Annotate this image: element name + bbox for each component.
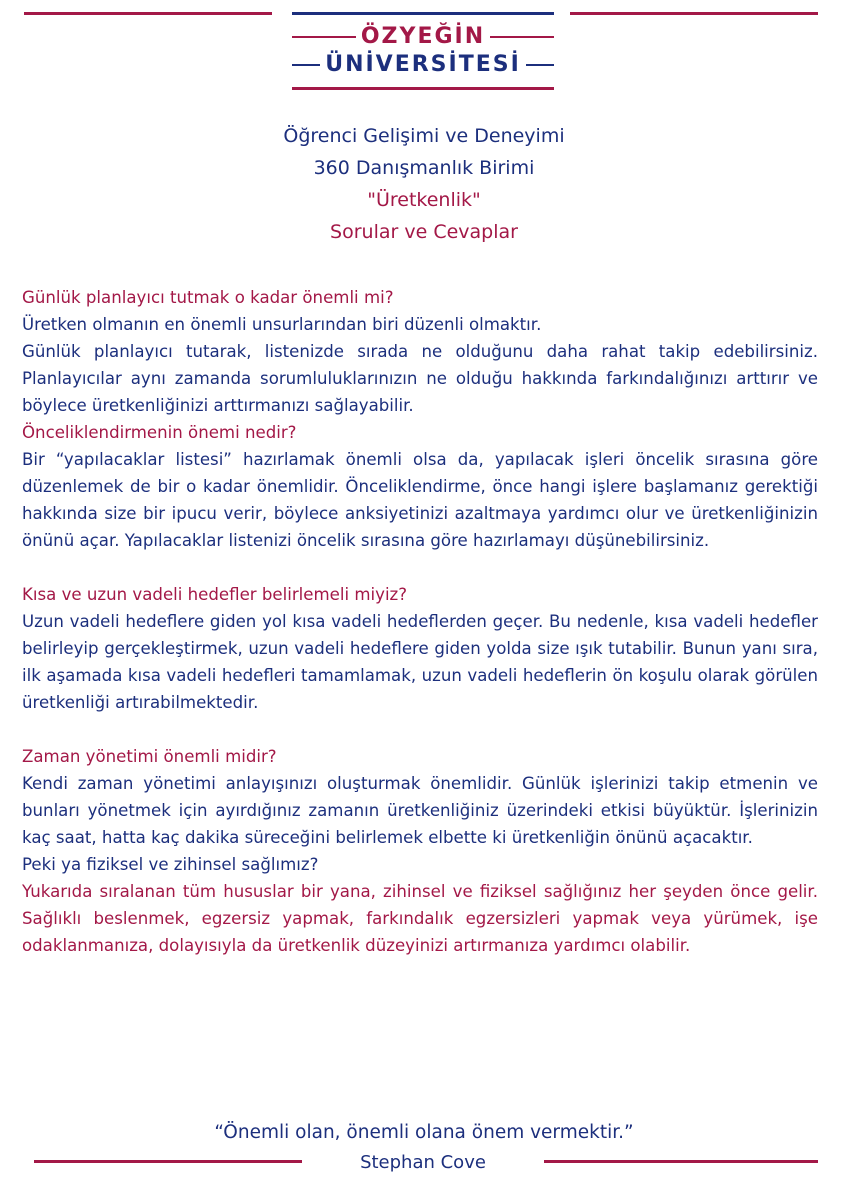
- question-health: Peki ya fiziksel ve zihinsel sağlımız?: [22, 855, 319, 874]
- title-subtitle: Sorular ve Cevaplar: [330, 221, 518, 243]
- paragraph-gap: [22, 716, 818, 743]
- answer-planner-intro: Üretken olmanın en önemli unsurlarından biri düzenli olmaktır.: [22, 315, 542, 334]
- logo-row-ozyegin: [292, 24, 554, 50]
- logo-top-line: [292, 12, 554, 15]
- logo-bottom-line: [292, 87, 554, 90]
- header-divider-right: [570, 12, 818, 15]
- question-prioritization: Önceliklendirmenin önemi nedir?: [22, 423, 297, 442]
- logo-dash-left: [292, 64, 320, 66]
- logo-dash-right: [526, 64, 554, 66]
- answer-time-management: Kendi zaman yönetimi anlayışınızı oluşturmak önemlidir. Günlük işlerinizi takip etmenin ve bunları yönetmek için ayırdığınız zamanın üretkenliğiniz üzerindeki etkisi büyüktür. İşlerinizin kaç saat, hatta kaç dakika süreceğini belirlemek elbette ki üretkenliğin önünü açacaktır.: [22, 774, 818, 847]
- document-title: [0, 120, 848, 248]
- title-unit: 360 Danışmanlık Birimi: [313, 157, 535, 179]
- header-divider-left: [24, 12, 272, 15]
- answer-goals: Uzun vadeli hedeflere giden yol kısa vadeli hedeflerden geçer. Bu nedenle, kısa vadeli hedefler belirleyip gerçekleştirmek, uzun vadeli hedeflere giden yolda size ışık tutabilir. Bunun yanı sıra, ilk aşamada kısa vadeli hedefleri tamamlamak, uzun vadeli hedeflerin ön koşulu olarak görülen üretkenliği artırabilmektedir.: [22, 612, 818, 712]
- logo-dash-right: [490, 36, 554, 38]
- paragraph-gap: [22, 554, 818, 581]
- footer-divider-right: [544, 1160, 818, 1163]
- answer-prioritization: Bir “yapılacaklar listesi” hazırlamak önemli olsa da, yapılacak işleri öncelik sırasına göre düzenlemek de bir o kadar önemlidir. Önceliklendirme, önce hangi işlere başlamanız gerektiği hakkında size bir ipucu verir, böylece anksiyetinizi azaltmaya yardımcı olur ve üretkenliğinizin önünü açar. Yapılacaklar listenizi öncelik sırasına göre hazırlamayı düşünebilirsiniz.: [22, 450, 818, 550]
- question-goals: Kısa ve uzun vadeli hedefler belirlemeli miyiz?: [22, 585, 408, 604]
- answer-planner: Günlük planlayıcı tutarak, listenizde sırada ne olduğunu daha rahat takip edebilirsiniz. Planlayıcılar aynı zamanda sorumluluklarınızın ne olduğu hakkında farkındalığınızı arttırır ve böylece üretkenliğinizi arttırmanızı sağlayabilir.: [22, 342, 818, 415]
- logo-dash-left: [292, 36, 356, 38]
- qa-content: [22, 284, 818, 959]
- title-topic: "Üretkenlik": [367, 189, 481, 211]
- closing-quote: “Önemli olan, önemli olana önem vermektir.”: [214, 1122, 634, 1143]
- quote-author: Stephan Cove: [360, 1152, 486, 1173]
- question-time-management: Zaman yönetimi önemli midir?: [22, 747, 277, 766]
- logo-text-universitesi: ÜNİVERSİTESİ: [325, 52, 521, 77]
- logo-row-universitesi: [292, 52, 554, 78]
- footer-divider-left: [34, 1160, 302, 1163]
- question-planner: Günlük planlayıcı tutmak o kadar önemli mi?: [22, 288, 394, 307]
- logo-text-ozyegin: ÖZYEĞİN: [360, 24, 486, 49]
- title-department: Öğrenci Gelişimi ve Deneyimi: [283, 125, 565, 147]
- answer-health: Yukarıda sıralanan tüm hususlar bir yana, zihinsel ve fiziksel sağlığınız her şeyden önce gelir. Sağlıklı beslenmek, egzersiz yapmak, farkındalık egzersizleri yapmak veya yürümek, işe odaklanmanıza, dolayısıyla da üretkenlik düzeyinizi artırmanıza yardımcı olabilir.: [22, 882, 818, 955]
